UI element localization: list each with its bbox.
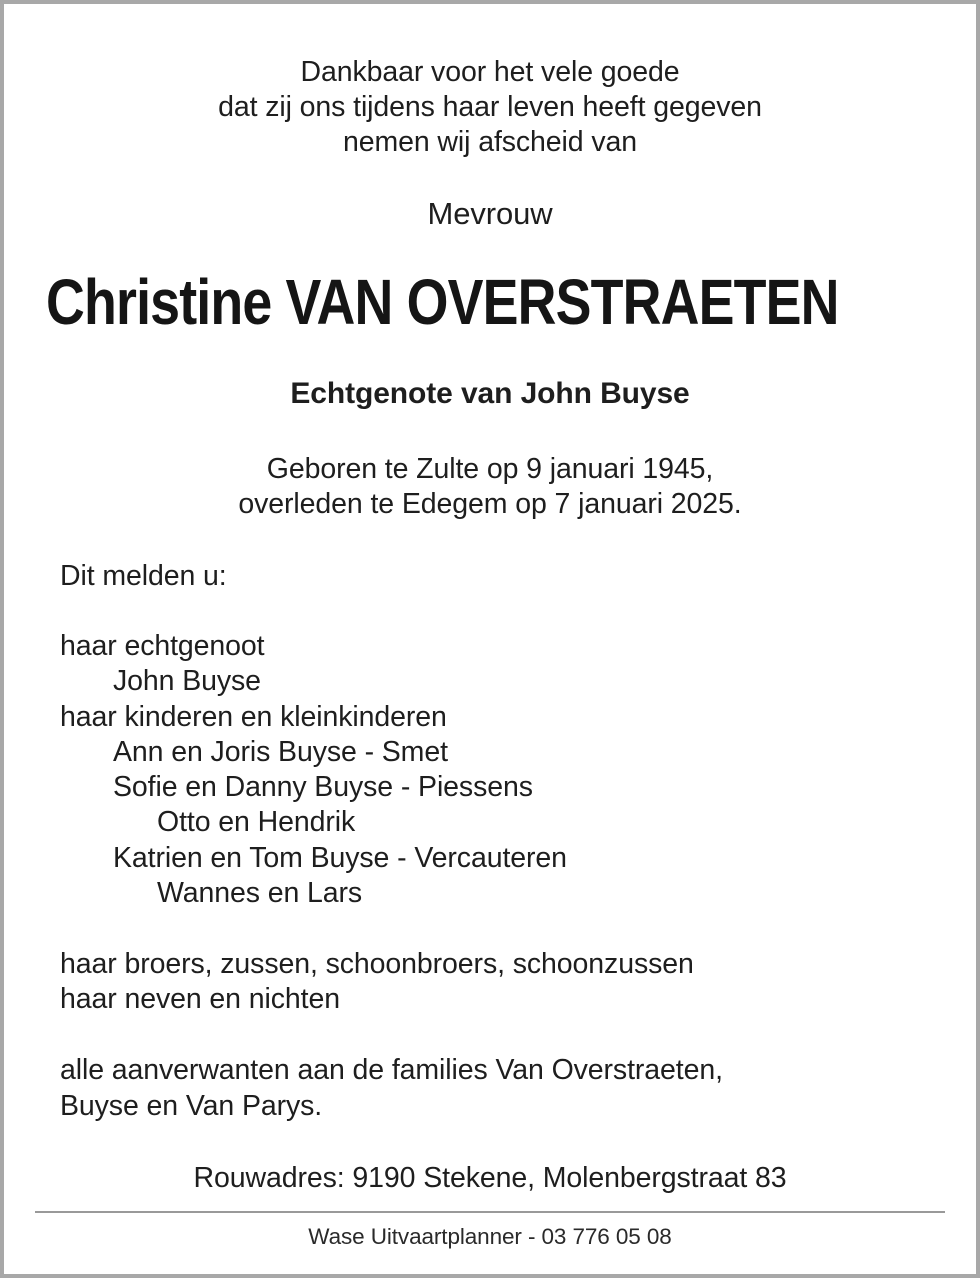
intro-line-1: Dankbaar voor het vele goede [300,56,680,88]
child-2: Sofie en Danny Buyse - Piessens [113,771,533,803]
relatives-line-1: alle aanverwanten aan de families Van Overstraeten, [60,1054,723,1086]
intro-line-3: nemen wij afscheid van [342,126,638,158]
spouse-heading: haar echtgenoot [60,630,265,662]
intro-line-2: dat zij ons tijdens haar leven heeft gegeven [218,91,762,123]
child-1: Ann en Joris Buyse - Smet [113,736,448,768]
children-heading: haar kinderen en kleinkinderen [60,701,447,733]
siblings-line: haar broers, zussen, schoonbroers, schoonzussen [60,948,694,980]
spouse-line: Echtgenote van John Buyse [290,377,690,410]
footer-divider [35,1211,945,1213]
death-line: overleden te Edegem op 7 januari 2025. [238,488,742,520]
footer-credit: Wase Uitvaartplanner - 03 776 05 08 [308,1224,672,1249]
spouse-name: John Buyse [113,665,261,697]
salutation: Mevrouw [427,196,553,231]
mourning-address: Rouwadres: 9190 Stekene, Molenbergstraat 83 [193,1162,787,1194]
grandchildren-3: Wannes en Lars [157,877,363,909]
cousins-line: haar neven en nichten [60,983,340,1015]
grandchildren-2: Otto en Hendrik [157,806,356,838]
birth-line: Geboren te Zulte op 9 januari 1945, [266,453,714,485]
relatives-line-2: Buyse en Van Parys. [60,1090,323,1122]
announced-by: Dit melden u: [60,560,227,592]
deceased-name: Christine VAN OVERSTRAETEN [46,266,839,338]
child-3: Katrien en Tom Buyse - Vercauteren [113,842,567,874]
